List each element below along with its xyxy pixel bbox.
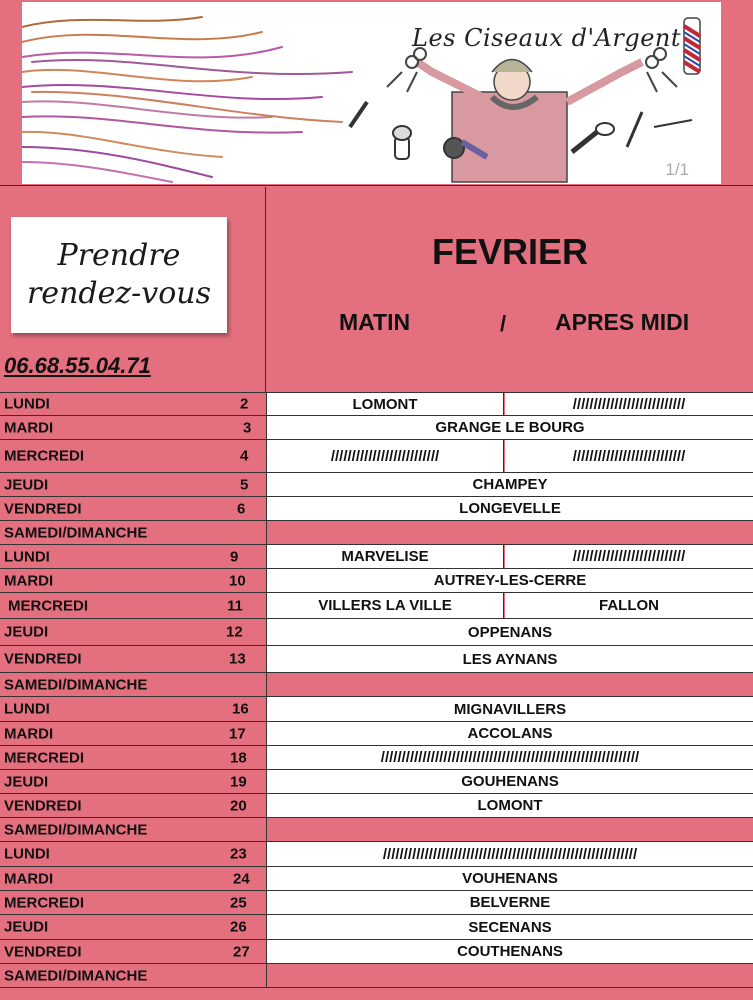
day-slot: BELVERNE [267, 891, 753, 914]
afternoon-slot: FALLON [505, 593, 753, 618]
schedule-row [0, 890, 753, 914]
day-slot: AUTREY-LES-CERRE [267, 569, 753, 592]
schedule-row [0, 472, 753, 496]
day-number: 24 [233, 870, 250, 887]
day-name: VENDREDI [4, 650, 82, 668]
day-number: 4 [240, 447, 249, 465]
day-name: MERCREDI [8, 597, 89, 614]
afternoon-slot: /////////////////////////// [505, 440, 753, 472]
day-name: LUNDI [4, 845, 50, 863]
day-number: 16 [232, 700, 249, 718]
schedule-row [0, 415, 753, 439]
day-slot: COUTHENANS [267, 940, 753, 963]
day-cell [0, 964, 267, 987]
schedule-row [0, 568, 753, 592]
booking-card[interactable] [11, 217, 227, 333]
booking-panel [0, 187, 266, 392]
day-name: VENDREDI [4, 943, 82, 960]
morning-label: MATIN [339, 309, 411, 335]
table-bottom-border [0, 987, 753, 988]
day-slot: LONGEVELLE [267, 497, 753, 520]
page-indicator: 1/1 [665, 160, 689, 179]
day-number: 3 [243, 419, 252, 436]
schedule-row [0, 817, 753, 841]
day-name: MERCREDI [4, 749, 85, 766]
schedule-row [0, 793, 753, 817]
day-number: 9 [230, 548, 239, 565]
day-slot: LOMONT [267, 794, 753, 817]
booking-label: Prendre rendez-vous [26, 238, 212, 311]
day-number: 27 [233, 943, 250, 960]
schedule-row [0, 520, 753, 544]
schedule-row [0, 769, 753, 793]
schedule-row [0, 496, 753, 520]
schedule-row [0, 696, 753, 721]
weekend-slot [267, 521, 753, 544]
day-number: 19 [230, 773, 247, 790]
day-number: 23 [230, 845, 247, 863]
day-number: 10 [229, 572, 246, 589]
day-cell [0, 619, 267, 645]
day-name: JEUDI [4, 476, 49, 493]
month-title: FEVRIER [431, 231, 589, 272]
day-cell [0, 794, 267, 817]
day-slot: MIGNAVILLERS [267, 697, 753, 721]
afternoon-slot: /////////////////////////// [505, 393, 753, 415]
day-name: JEUDI [4, 773, 49, 790]
day-cell [0, 697, 267, 721]
day-cell [0, 746, 267, 769]
day-name: MERCREDI [4, 894, 85, 911]
weekend-slot [267, 818, 753, 841]
day-name: MARDI [4, 572, 54, 589]
day-number: 11 [227, 597, 243, 614]
day-name: SAMEDI/DIMANCHE [4, 967, 148, 984]
day-slot: ///////////////////////////////////////////////////////////// [267, 842, 753, 866]
schedule-row [0, 721, 753, 745]
schedule-row [0, 544, 753, 568]
day-name: MARDI [4, 725, 54, 742]
day-cell [0, 722, 267, 745]
day-name: SAMEDI/DIMANCHE [4, 524, 148, 541]
day-name: MARDI [4, 419, 54, 436]
day-name: SAMEDI/DIMANCHE [4, 676, 148, 693]
schedule-row [0, 914, 753, 939]
day-number: 5 [240, 476, 249, 493]
day-cell [0, 818, 267, 841]
schedule-row [0, 672, 753, 696]
day-slot: ////////////////////////////////////////////////////////////// [267, 746, 753, 769]
afternoon-slot: /////////////////////////// [505, 545, 753, 568]
day-name: LUNDI [4, 395, 50, 413]
month-header [267, 187, 753, 392]
morning-slot: ////////////////////////// [267, 440, 504, 472]
day-cell [0, 842, 267, 866]
day-slot: VOUHENANS [267, 867, 753, 890]
day-cell [0, 646, 267, 672]
day-number: 18 [230, 749, 247, 766]
day-cell [0, 497, 267, 520]
day-slot: OPPENANS [267, 619, 753, 645]
day-slot: GOUHENANS [267, 770, 753, 793]
schedule-row [0, 592, 753, 618]
day-name: LUNDI [4, 548, 50, 565]
day-cell [0, 673, 267, 696]
day-slot: LES AYNANS [267, 646, 753, 672]
day-cell [0, 593, 267, 618]
morning-slot: LOMONT [267, 393, 504, 415]
schedule-row [0, 645, 753, 672]
schedule-row [0, 745, 753, 769]
day-name: VENDREDI [4, 797, 82, 814]
barber-pole-icon [684, 18, 700, 74]
day-number: 2 [240, 395, 249, 413]
weekend-slot [267, 673, 753, 696]
day-name: MERCREDI [4, 447, 85, 465]
day-name: JEUDI [4, 623, 49, 641]
schedule-row [0, 963, 753, 987]
day-cell [0, 416, 267, 439]
day-cell [0, 473, 267, 496]
day-cell [0, 940, 267, 963]
day-slot: SECENANS [267, 915, 753, 939]
day-name: MARDI [4, 870, 54, 887]
day-name: VENDREDI [4, 500, 82, 517]
day-cell [0, 770, 267, 793]
day-cell [0, 393, 267, 415]
afternoon-label: APRES MIDI [555, 309, 690, 335]
day-number: 25 [230, 894, 247, 911]
morning-slot: VILLERS LA VILLE [267, 593, 504, 618]
day-cell [0, 915, 267, 939]
day-slot: ACCOLANS [267, 722, 753, 745]
day-number: 20 [230, 797, 247, 814]
day-slot: CHAMPEY [267, 473, 753, 496]
morning-slot: MARVELISE [267, 545, 504, 568]
day-name: JEUDI [4, 918, 49, 936]
schedule-row [0, 439, 753, 472]
schedule-row [0, 866, 753, 890]
phone-number[interactable]: 06.68.55.04.71 [4, 353, 151, 378]
schedule-row [0, 841, 753, 866]
schedule-row [0, 392, 753, 415]
day-number: 26 [230, 918, 247, 936]
schedule-row [0, 618, 753, 645]
weekend-slot [267, 964, 753, 987]
banner-image [22, 2, 721, 184]
brand-logo-text: Les Ciseaux d'Argent [412, 24, 682, 52]
day-number: 17 [229, 725, 246, 742]
day-number: 13 [229, 650, 246, 668]
schedule-row [0, 939, 753, 963]
banner [0, 0, 753, 186]
day-cell [0, 569, 267, 592]
day-cell [0, 891, 267, 914]
day-cell [0, 867, 267, 890]
day-cell [0, 521, 267, 544]
day-name: LUNDI [4, 700, 50, 718]
day-cell [0, 545, 267, 568]
woman-illustration [417, 60, 642, 183]
day-number: 6 [237, 500, 246, 517]
separator-label: / [500, 311, 507, 336]
day-cell [0, 440, 267, 472]
day-slot: GRANGE LE BOURG [267, 416, 753, 439]
day-name: SAMEDI/DIMANCHE [4, 821, 148, 838]
day-number: 12 [226, 623, 243, 641]
